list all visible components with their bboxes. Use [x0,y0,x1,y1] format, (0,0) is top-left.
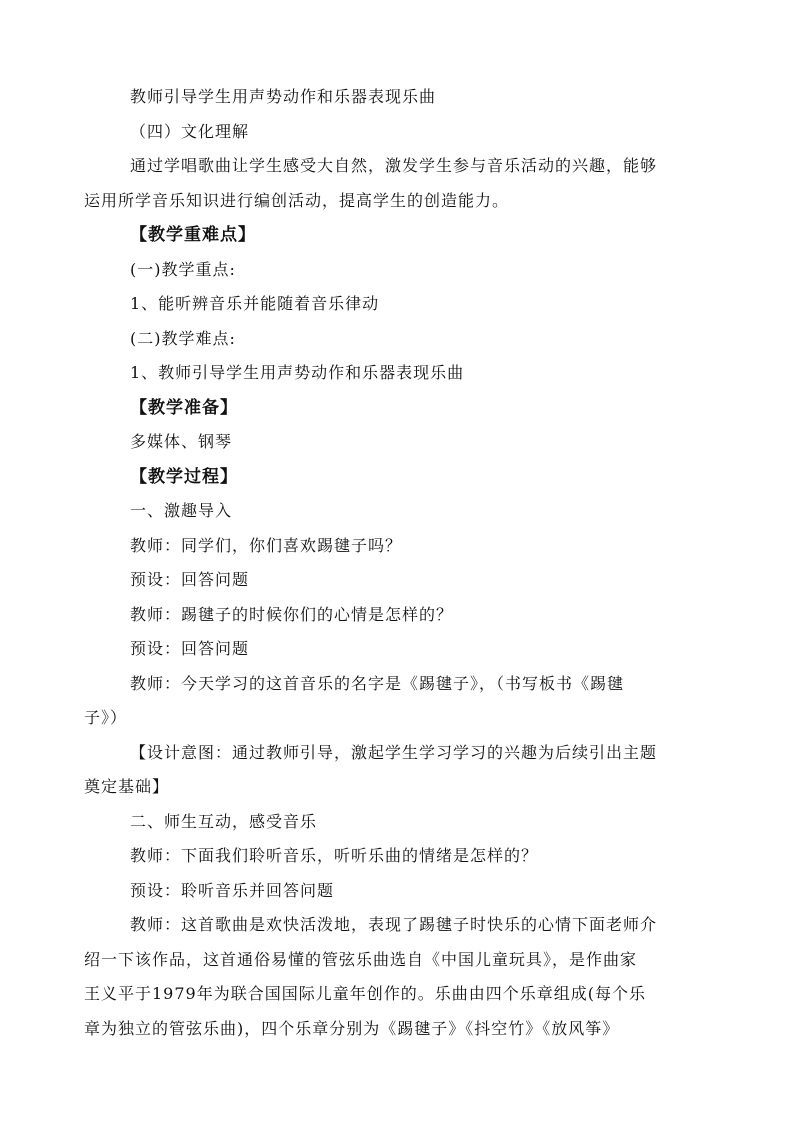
text-line: 绍一下该作品，这首通俗易懂的管弦乐曲选自《中国儿童玩具》，是作曲家 [84,949,638,969]
text-line: 1、能听辨音乐并能随着音乐律动 [130,294,380,313]
heading-process: 【教学过程】 [130,466,238,487]
text-line: 教师引导学生用声势动作和乐器表现乐曲 [130,87,437,106]
text-line: 预设：回答问题 [130,639,250,658]
text-line: 1、教师引导学生用声势动作和乐器表现乐曲 [130,363,465,382]
text-line: 预设：聆听音乐并回答问题 [130,880,335,900]
document-body [84,80,710,1046]
text-line: 教师：今天学习的这首音乐的名字是《踢毽子》，（书写板书《踢毽 [130,673,625,693]
subheading-interaction: 二、师生互动，感受音乐 [130,811,318,831]
subheading-intro: 一、激趣导入 [130,501,233,520]
text-line: 章为独立的管弦乐曲)，四个乐章分别为《踢毽子》《抖空竹》《放风筝》 [84,1018,620,1038]
design-intent-line: 奠定基础】 [84,777,170,796]
text-line: 教师：下面我们聆听音乐，听听乐曲的情绪是怎样的？ [130,846,539,865]
heading-key-points: 【教学重难点】 [130,225,256,245]
text-line: 通过学唱歌曲让学生感受大自然，激发学生参与音乐活动的兴趣，能够 [130,156,658,175]
text-line: 王义平于1979年为联合国国际儿童年创作的。乐曲由四个乐章组成(每个乐 [84,984,646,1003]
text-line: 教师：同学们，你们喜欢踢毽子吗？ [130,535,403,555]
subheading-focus: (一)教学重点: [130,259,236,279]
text-line: 子》） [84,708,128,727]
text-line: 预设：回答问题 [130,570,250,589]
section-heading-culture: （四）文化理解 [130,121,250,141]
text-line: 教师：这首歌曲是欢快活泼地，表现了踢毽子时快乐的心情下面老师介 [130,915,658,934]
design-intent-line: 【设计意图：通过教师引导，激起学生学习学习的兴趣为后续引出主题 [130,742,658,762]
text-line: 教师：踢毽子的时候你们的心情是怎样的？ [130,604,454,624]
text-line: 运用所学音乐知识进行编创活动，提高学生的创造能力。 [84,190,510,210]
text-line: 多媒体、钢琴 [130,432,233,451]
heading-preparation: 【教学准备】 [130,397,238,418]
subheading-difficulty: (二)教学难点: [130,328,236,348]
